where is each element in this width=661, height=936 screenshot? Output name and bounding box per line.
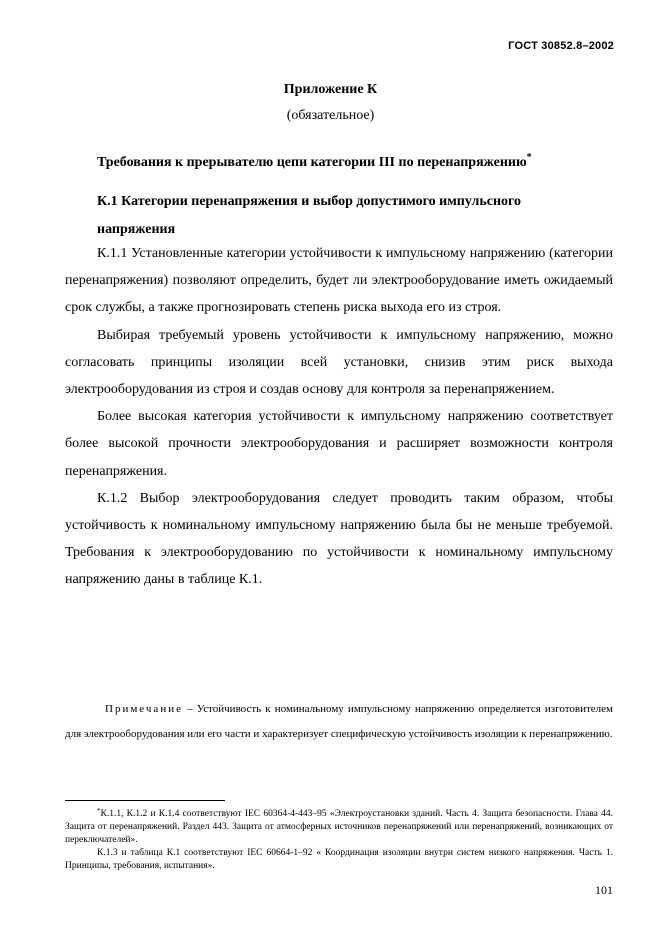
section-title: К.1 Категории перенапряжения и выбор допустимого импульсного напряжения	[97, 194, 522, 237]
note-paragraph	[65, 697, 613, 747]
note-dash: –	[182, 703, 197, 715]
paragraph: К.1.2 Выбор электрооборудования следует проводить таким образом, чтобы устойчивость к номинальному импульсному напряжению была бы не меньше требуемой. Требования к электрооборудованию по устойчивости к номинальному импульсному напряжению даны в таблице К.1.	[65, 490, 613, 588]
footnotes	[65, 805, 613, 873]
note-label: Примечание	[105, 703, 183, 715]
standard-header: ГОСТ 30852.8–2002	[508, 40, 614, 52]
requirements-title-text: Требования к прерывателю цепи категории III по перенапряжению	[97, 155, 527, 170]
note-text: Устойчивость к номинальному импульсному напряжению определяется изготовителем для электрооборудования или его части и характеризует специфическую устойчивость изоляции к перенапряжению.	[65, 703, 614, 740]
footnote	[65, 847, 613, 873]
footnote-text: К.1.1, К.1.2 и К.1.4 соответствуют IEC 60364-4-443–95 «Электроустановки зданий. Часть 4. Защита безопасности. Глава 44. Защита от перенапряжений. Раздел 443. Защита от атмосферных источников перенапряжений или перенапряжений, возникающих от переключателей».	[65, 809, 613, 845]
appendix-title: Приложение К	[283, 82, 378, 97]
appendix-subtitle: (обязательное)	[286, 108, 375, 123]
paragraph: Выбирая требуемый уровень устойчивости к импульсному напряжению, можно согласовать принципы изоляции всей установки, снизив этим риск выхода электрооборудования из строя и создав основу для контроля за перенапряжением.	[65, 327, 613, 398]
page-number: 101	[595, 883, 613, 897]
footnote	[65, 805, 613, 847]
paragraph: Более высокая категория устойчивости к импульсному напряжению соответствует более высокой прочности электрооборудования и расширяет возможности контроля перенапряжения.	[65, 409, 613, 479]
note	[65, 697, 613, 747]
footnote-text: К.1.3 и таблица К.1 соответствуют IEC 60664-1–92 « Координация изоляции внутри систем низкого напряжения. Часть 1. Принципы, требования, испытания».	[65, 848, 613, 871]
footnote-separator	[65, 800, 225, 801]
footnote-marker: *	[97, 807, 101, 815]
paragraph: К.1.1 Установленные категории устойчивости к импульсному напряжению (категории перенапряжения) позволяют определить, будет ли электрооборудование иметь ожидаемый срок службы, а также прогнозировать степень риска выхода его из строя.	[65, 246, 613, 316]
body-text	[65, 240, 613, 594]
footnote-mark: *	[526, 152, 532, 163]
requirements-title	[97, 152, 532, 171]
